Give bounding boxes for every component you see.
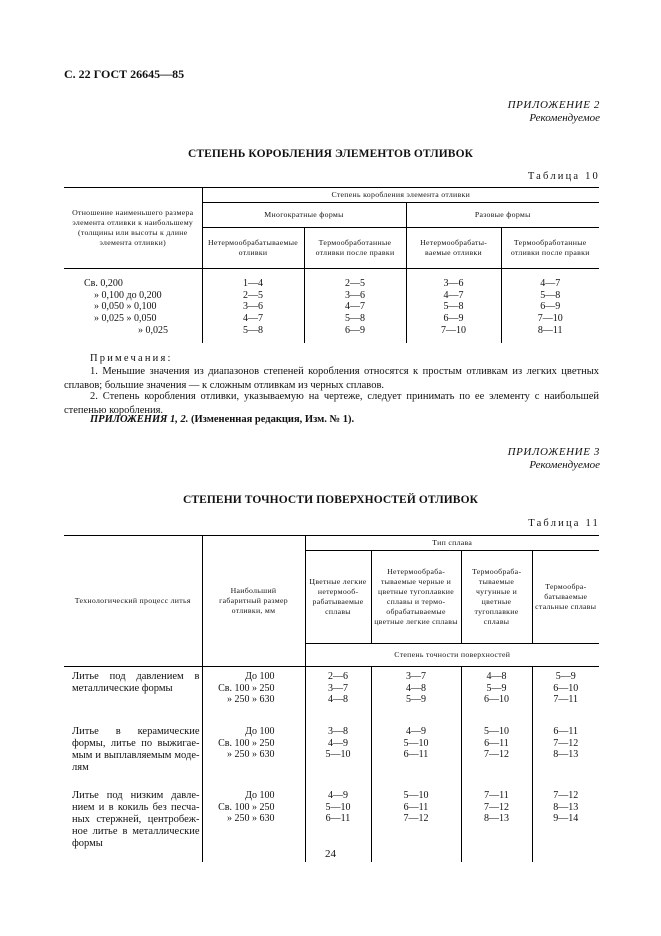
t10-sub-single: Разовые формы bbox=[406, 203, 599, 228]
t11-cell: 4—8 bbox=[486, 671, 507, 682]
t11-cell: 6—11 bbox=[403, 801, 429, 813]
t11-size: Св. 100 » 250 bbox=[218, 801, 275, 813]
t11-process: Литье под низким давлением и в кокиль без песчаных стержней, центробежное литье в металлические формы bbox=[72, 790, 200, 849]
t10-col3: Нетермообрабатываемые отливки bbox=[406, 228, 501, 269]
t10-row-label: » 0,025 bbox=[138, 324, 168, 336]
appendix-3-heading: СТЕПЕНИ ТОЧНОСТИ ПОВЕРХНОСТЕЙ ОТЛИВОК bbox=[182, 494, 479, 506]
t10-cell: 4—7 bbox=[540, 278, 561, 289]
t10-cell: 6—9 bbox=[345, 324, 365, 336]
t11-cell: 6—11 bbox=[325, 813, 351, 825]
t11-cell: 4—8 bbox=[406, 682, 426, 694]
t11-cell: 5—10 bbox=[484, 726, 509, 737]
appendix-3-title: ПРИЛОЖЕНИЕ 3 bbox=[507, 446, 600, 458]
appendix-2-heading: СТЕПЕНЬ КОРОБЛЕНИЯ ЭЛЕМЕНТОВ ОТЛИВОК bbox=[187, 148, 474, 160]
t11-size: » 250 » 630 bbox=[227, 813, 275, 825]
t11-cell: 9—14 bbox=[553, 813, 579, 825]
t11-size: До 100 bbox=[245, 790, 275, 801]
t11-cell: 7—12 bbox=[403, 813, 429, 825]
page-header: С. 22 ГОСТ 26645—85 bbox=[64, 67, 185, 81]
t10-col0-header: Отношение наименьшего размера элемента отливки к наибольшему (толщины или высоты к длине элемента отливки) bbox=[64, 188, 202, 269]
t10-cell: 2—5 bbox=[243, 289, 263, 301]
t10-group-header: Степень коробления элемента отливки bbox=[202, 188, 599, 203]
t11-cell: 7—11 bbox=[553, 694, 579, 706]
t11-alloy3: Термообрабатываемые чугунные и цветные тугоплавкие сплавы bbox=[461, 551, 532, 644]
t10-col4: Термообработанные отливки после правки bbox=[510, 238, 590, 257]
change-note bbox=[90, 413, 354, 427]
t10-col2: Термообработанные отливки после правки bbox=[304, 228, 406, 269]
t11-cell: 8—13 bbox=[553, 801, 579, 813]
t10-cell: 3—6 bbox=[243, 301, 263, 313]
t11-cell: 5—10 bbox=[325, 801, 351, 813]
t11-cell: 6—11 bbox=[403, 749, 429, 761]
t11-cell: 8—13 bbox=[484, 813, 509, 825]
t11-cell: 5—9 bbox=[486, 682, 507, 694]
t11-process: Литье в керамические формы, литье по выжигаемым и выплавляемым моделям bbox=[72, 726, 200, 773]
t11-cell: 6—11 bbox=[553, 726, 579, 737]
t11-group-header: Тип сплава bbox=[305, 536, 599, 551]
t10-cell: 3—6 bbox=[345, 289, 365, 301]
table-11 bbox=[64, 535, 599, 862]
t11-cell: 6—10 bbox=[553, 682, 579, 694]
t11-size: До 100 bbox=[245, 726, 275, 737]
t11-cell: 4—9 bbox=[328, 790, 348, 801]
t11-cell: 7—12 bbox=[484, 801, 509, 813]
t11-size: » 250 » 630 bbox=[227, 694, 275, 706]
t11-cell: 5—9 bbox=[406, 694, 426, 706]
t11-cell: 7—11 bbox=[484, 790, 509, 801]
t11-cell: 2—6 bbox=[328, 671, 348, 682]
note-2: 2. Степень коробления отливки, указываемую на чертеже, следует принимать по ее элементу с наибольшей степенью коробления. bbox=[64, 391, 599, 416]
t11-accuracy-header: Степень точности поверхностей bbox=[394, 650, 511, 659]
t10-row-label: » 0,050 » 0,100 bbox=[94, 301, 157, 313]
t10-cell: 7—10 bbox=[537, 313, 563, 325]
table-10 bbox=[64, 187, 599, 343]
t10-col1: Нетермообрабатываемые отливки bbox=[202, 228, 304, 269]
t11-cell: 4—9 bbox=[328, 737, 348, 749]
note-1: 1. Меньшие значения из диапазонов степеней коробления относятся к простым отливкам из легких цветных сплавов; большие значения — к сложным отливкам из черных сплавов. bbox=[64, 366, 599, 391]
t11-cell: 4—9 bbox=[406, 726, 426, 737]
appendix-3-status: Рекомендуемое bbox=[529, 459, 600, 471]
t10-cell: 7—10 bbox=[441, 324, 466, 336]
t11-cell: 6—11 bbox=[484, 737, 509, 749]
t10-sub-multi: Многократные формы bbox=[202, 203, 406, 228]
t11-size: Св. 100 » 250 bbox=[218, 737, 275, 749]
t11-cell: 5—10 bbox=[325, 749, 351, 761]
notes-title: Примечания: bbox=[90, 353, 173, 364]
t11-alloy4: Термообрабатываемые стальные сплавы bbox=[532, 551, 599, 644]
t11-cell: 4—8 bbox=[328, 694, 348, 706]
t11-cell: 5—10 bbox=[403, 790, 429, 801]
table-10-caption: Таблица 10 bbox=[527, 171, 600, 182]
change-note-ref: ПРИЛОЖЕНИЯ 1, 2. bbox=[90, 414, 189, 425]
t11-cell: 6—10 bbox=[484, 694, 509, 706]
t10-row-label: » 0,100 до 0,200 bbox=[94, 289, 162, 301]
t10-cell: 8—11 bbox=[537, 324, 563, 336]
t11-process: Литье под давлением в металлические формы bbox=[72, 671, 200, 694]
t10-cell: 5—8 bbox=[540, 289, 561, 301]
t10-cell: 3—6 bbox=[443, 278, 464, 289]
t10-cell: 5—8 bbox=[243, 324, 263, 336]
t11-col1-header: Наибольший габаритный размер отливки, мм bbox=[202, 536, 305, 667]
t11-cell: 3—7 bbox=[328, 682, 348, 694]
t10-cell: 4—7 bbox=[345, 301, 365, 313]
t11-cell: 7—12 bbox=[484, 749, 509, 761]
t10-cell: 5—8 bbox=[443, 301, 464, 313]
t11-size: » 250 » 630 bbox=[227, 749, 275, 761]
t11-size: Св. 100 » 250 bbox=[218, 682, 275, 694]
t11-alloy2: Нетермообрабатываемые черные и цветные тугоплавкие сплавы и термообрабатываемые цветные легкие сплавы bbox=[371, 551, 461, 644]
t11-cell: 5—9 bbox=[555, 671, 576, 682]
page-number: 24 bbox=[325, 848, 336, 860]
t11-alloy1: Цветные легкие нетермообрабатываемые сплавы bbox=[305, 551, 371, 644]
t11-cell: 3—8 bbox=[328, 726, 348, 737]
t11-col0-header: Технологический процесс литья bbox=[64, 536, 202, 667]
change-note-text: (Измененная редакция, Изм. № 1). bbox=[190, 414, 355, 425]
t10-cell: 4—7 bbox=[243, 313, 263, 325]
t11-cell: 7—12 bbox=[553, 790, 579, 801]
t11-cell: 3—7 bbox=[406, 671, 426, 682]
t10-row-label: » 0,025 » 0,050 bbox=[94, 313, 157, 325]
t10-cell: 6—9 bbox=[540, 301, 561, 313]
t10-cell: 2—5 bbox=[345, 278, 365, 289]
t10-cell: 1—4 bbox=[243, 278, 263, 289]
t11-size: До 100 bbox=[245, 671, 275, 682]
table-11-caption: Таблица 11 bbox=[528, 518, 600, 529]
t11-cell: 5—10 bbox=[403, 737, 429, 749]
appendix-2-title: ПРИЛОЖЕНИЕ 2 bbox=[507, 99, 600, 111]
t11-cell: 8—13 bbox=[553, 749, 579, 761]
t11-cell: 7—12 bbox=[553, 737, 579, 749]
t10-cell: 5—8 bbox=[345, 313, 365, 325]
t10-row-label: Св. 0,200 bbox=[84, 278, 123, 289]
appendix-2-status: Рекомендуемое bbox=[529, 112, 600, 124]
t10-cell: 6—9 bbox=[443, 313, 464, 325]
t10-cell: 4—7 bbox=[443, 289, 464, 301]
